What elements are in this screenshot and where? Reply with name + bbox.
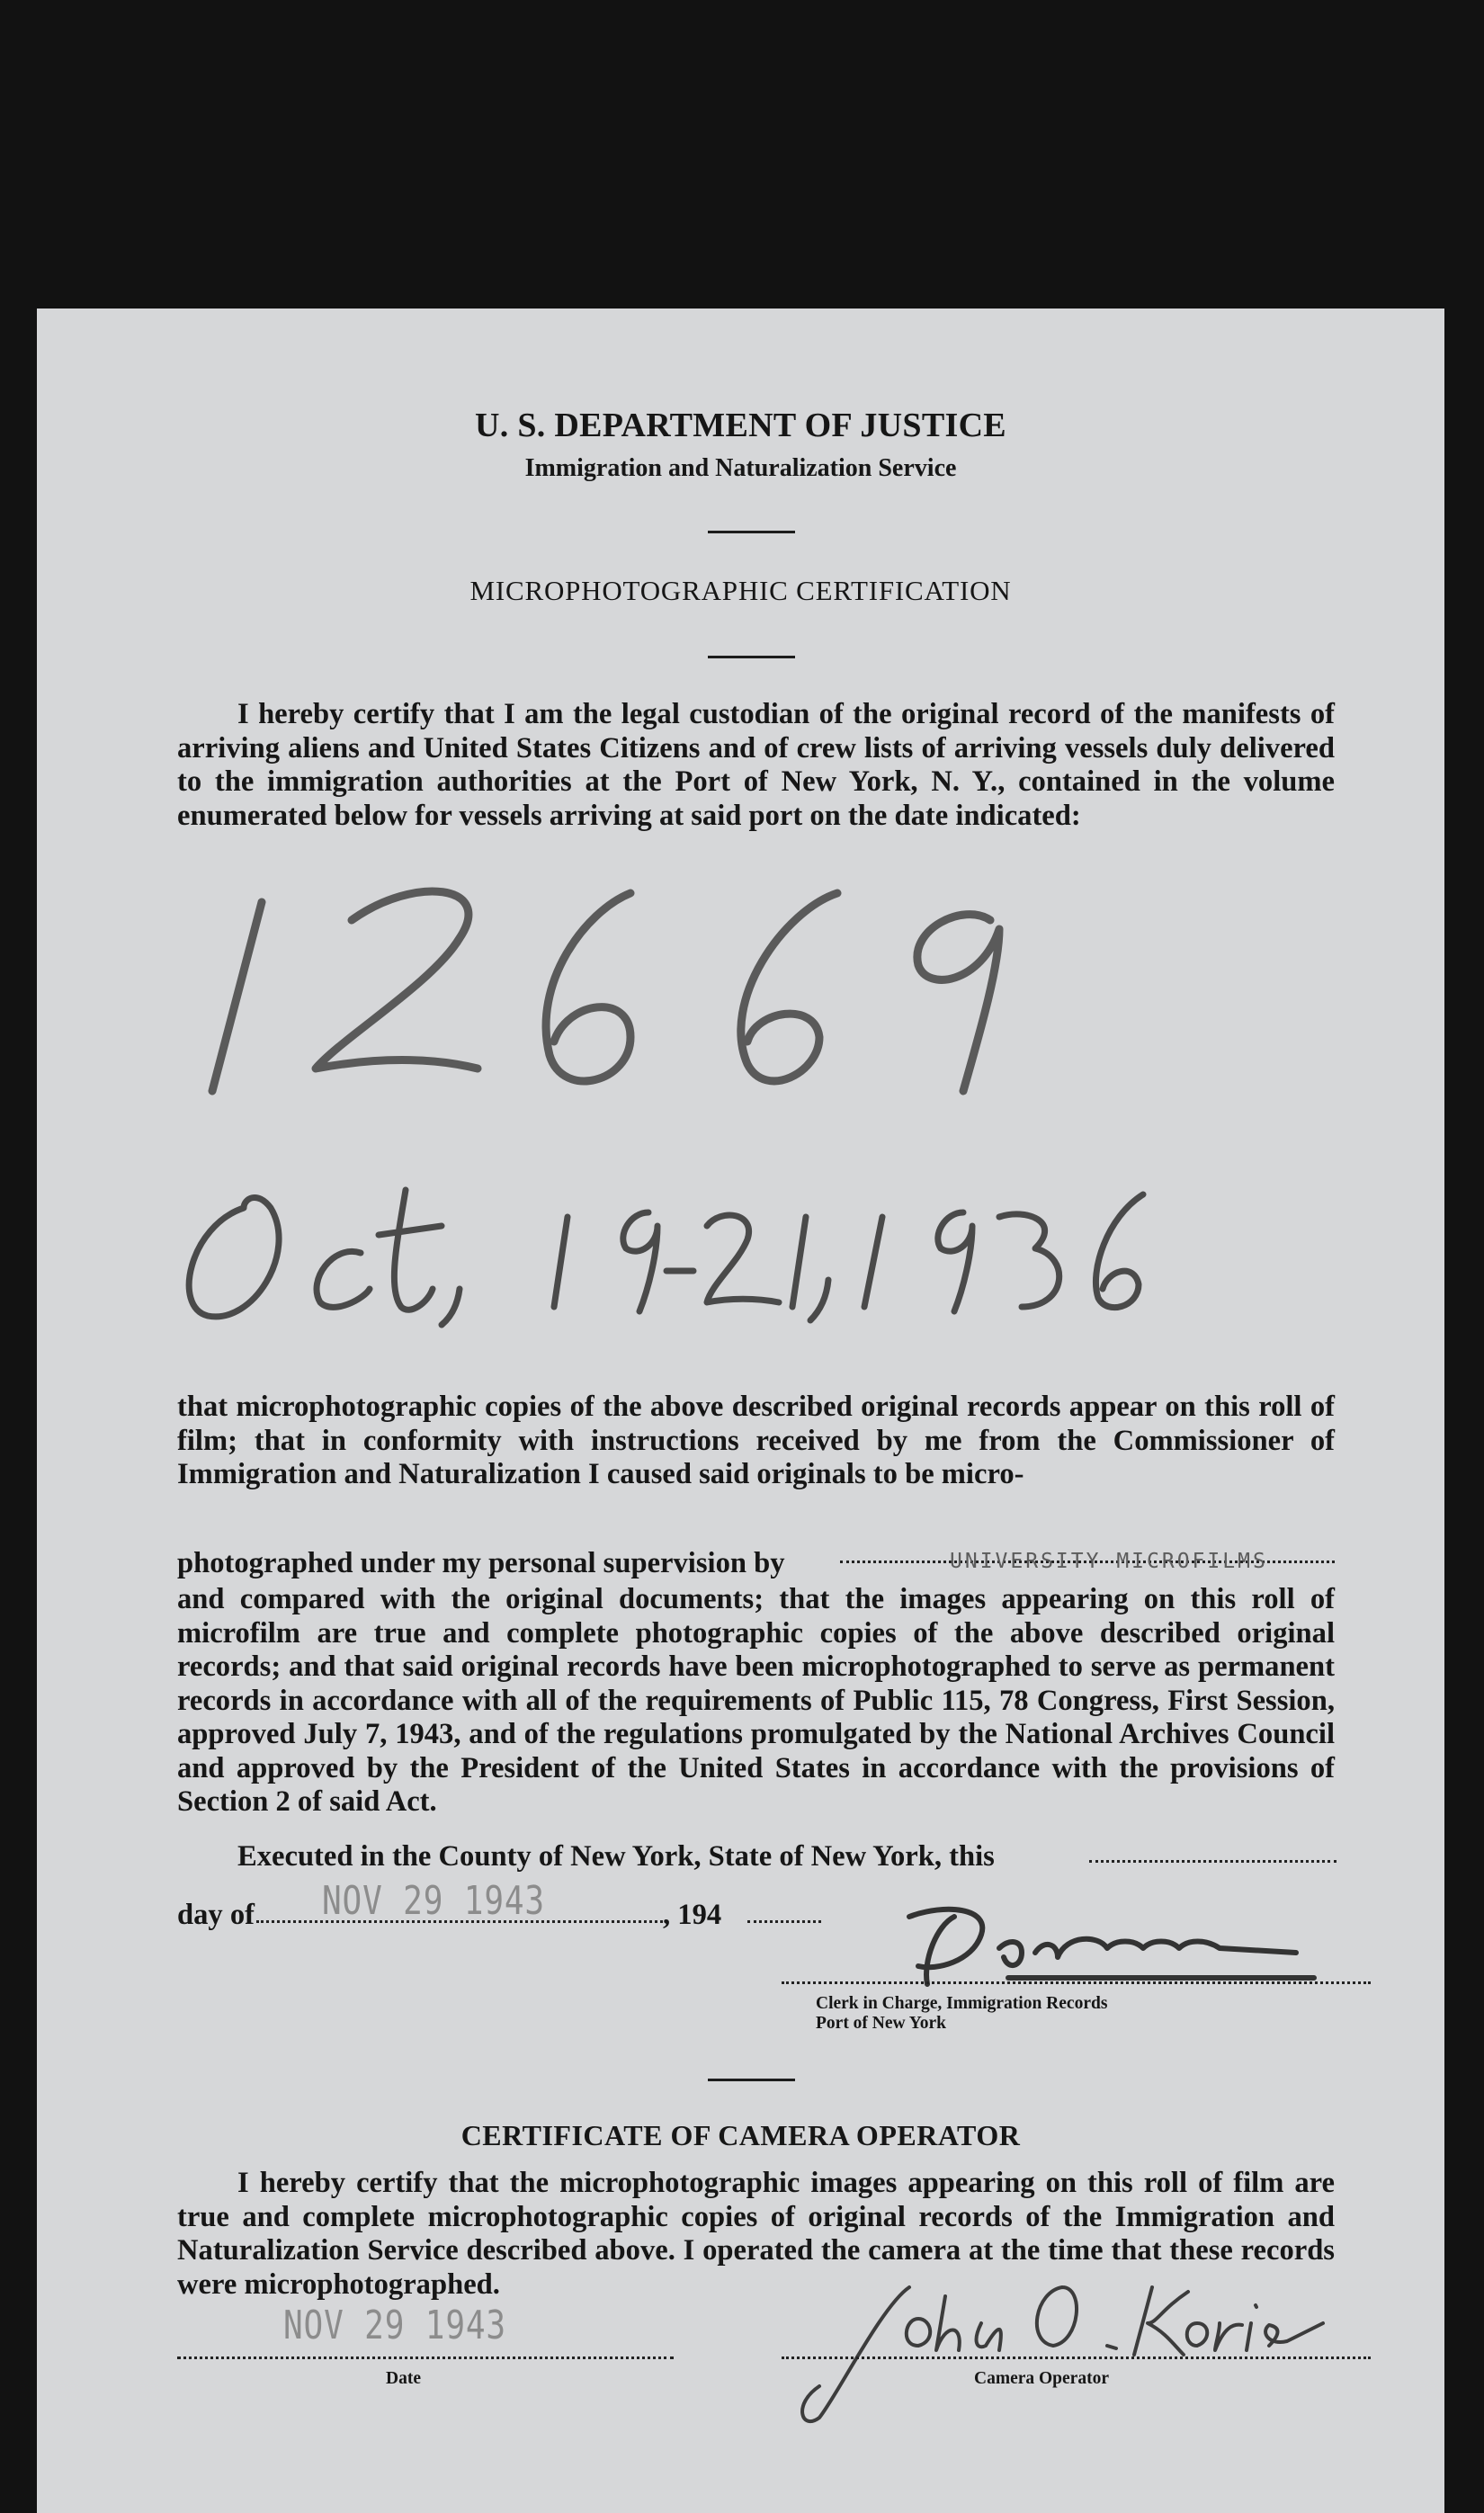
day-of-label: day of [177, 1899, 255, 1931]
intro-paragraph: I hereby certify that I am the legal custodian of the original record of the manifests of arriving aliens and United States Citizens and of crew lists of arriving vessels duly delivered to the immigration authorities at the Port of New York, N. Y., contained in the volume enumerated below for vessels arriving at said port on the date indicated: [177, 698, 1335, 832]
handwritten-volume-number [208, 875, 1197, 1127]
year-suffix: , 194 [663, 1899, 722, 1931]
header-divider [708, 531, 795, 533]
filmed-by-stamp: UNIVERSITY MICROFILMS [950, 1550, 1268, 1573]
certificate-page [37, 309, 1444, 2513]
supervision-prefix: photographed under my personal supervision by [177, 1547, 785, 1579]
date-label: Date [386, 2369, 421, 2388]
camera-date-line [177, 2356, 674, 2359]
year-dotted-line [747, 1920, 821, 1923]
executed-dotted-line [1089, 1860, 1336, 1863]
handwritten-date [172, 1172, 1341, 1334]
certification-title: MICROPHOTOGRAPHIC CERTIFICATION [469, 575, 1012, 606]
department-heading: U. S. DEPARTMENT OF JUSTICE [475, 407, 1006, 444]
clerk-signature-line [782, 1981, 1371, 1984]
camera-date-stamp: NOV 29 1943 [283, 2303, 506, 2348]
section-divider [708, 2079, 795, 2081]
clerk-location: Port of New York [816, 2014, 946, 2033]
body-paragraph-2: and compared with the original documents; that the images appearing on this roll of microfilm are true and complete photographic copies of the above described original records; and that said original records have been microphotographed to serve as permanent records in accordance with all of the requirements of Public 115, 78 Congress, First Session, approved July 7, 1943, and of the regulations promulgated by the National Archives Council and approved by the President of the United States in accordance with the provisions of Section 2 of said Act. [177, 1583, 1335, 1818]
body-paragraph-1: that microphotographic copies of the above described original records appear on this roll of film; that in conformity with instructions received by me from the Commissioner of Immigration and Naturalization I caused said originals to be micro- [177, 1391, 1335, 1490]
camera-operator-paragraph: I hereby certify that the microphotographic images appearing on this roll of film are true and complete microphotographic copies of original records of the Immigration and Naturalization Service described above. I operated the camera at the time that these records were microphotographed. [177, 2167, 1335, 2301]
service-subheading: Immigration and Naturalization Service [524, 454, 957, 482]
camera-operator-signature-line [782, 2356, 1371, 2359]
camera-operator-label: Camera Operator [974, 2369, 1109, 2388]
executed-text: Executed in the County of New York, State of New York, this [237, 1840, 995, 1873]
clerk-title: Clerk in Charge, Immigration Records [816, 1994, 1108, 2013]
camera-operator-heading: CERTIFICATE OF CAMERA OPERATOR [460, 2119, 1021, 2151]
camera-operator-signature [765, 2269, 1323, 2431]
date-stamp: NOV 29 1943 [322, 1878, 545, 1924]
title-divider [708, 656, 795, 658]
